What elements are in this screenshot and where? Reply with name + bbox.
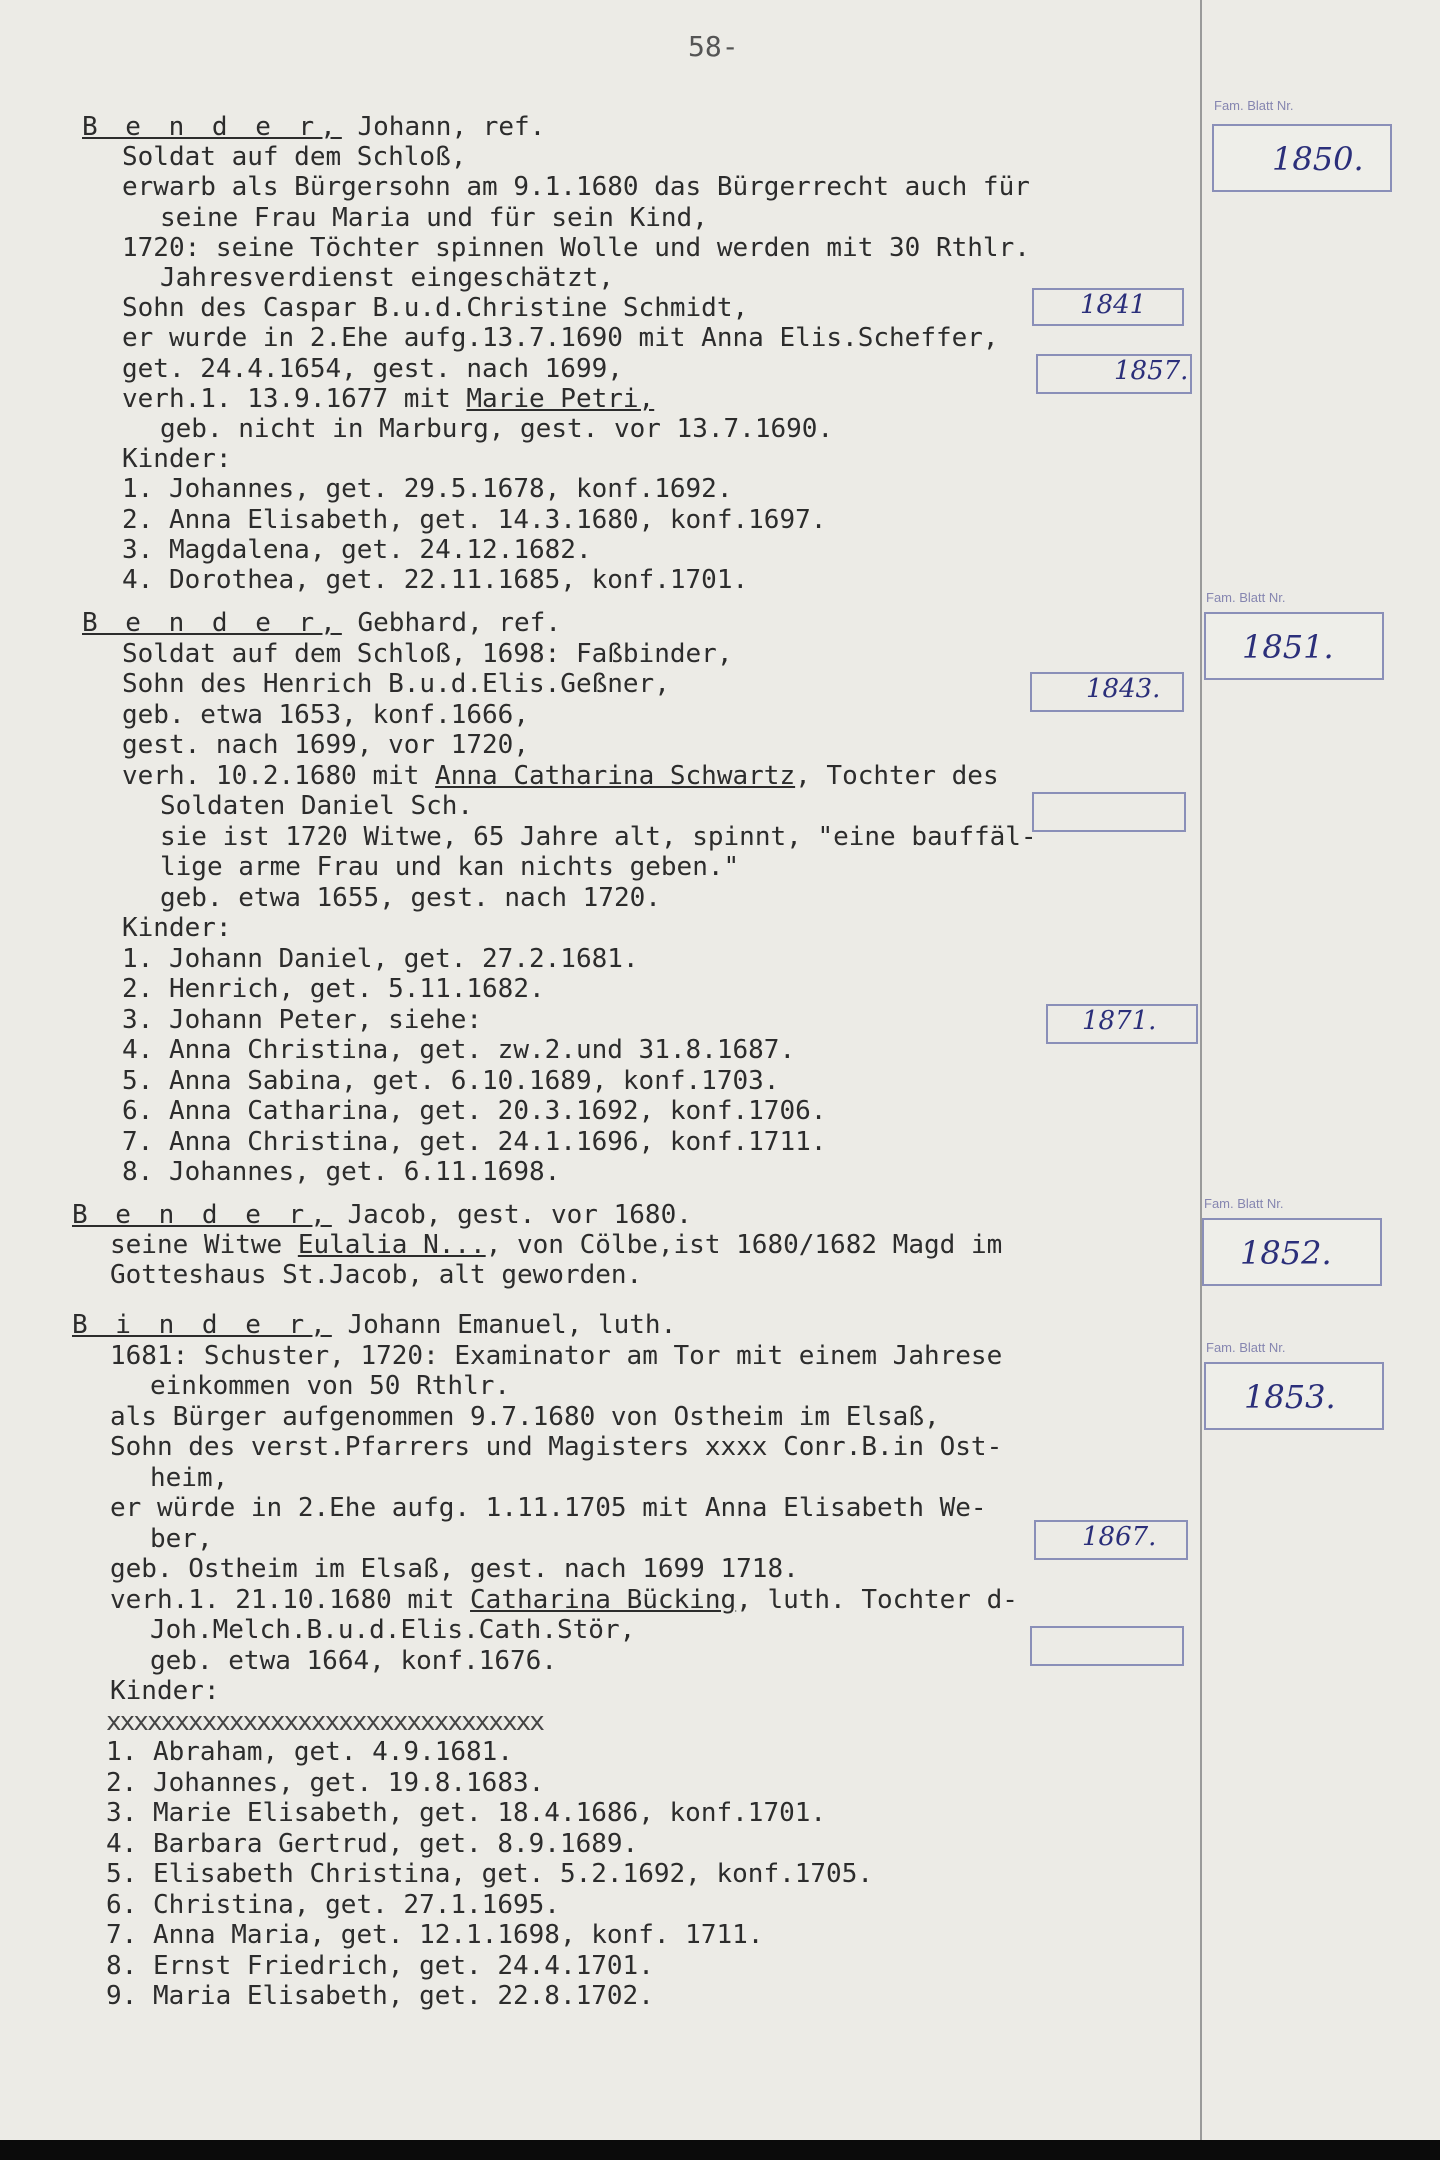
text-line: Sohn des verst.Pfarrers und Magisters xxxx Conr.B.in Ost- <box>110 1432 1003 1462</box>
surname: B i n d e r, <box>72 1310 332 1340</box>
given-name-and-confession: Johann Emanuel, luth. <box>331 1310 677 1340</box>
text-line: 4. Anna Christina, get. zw.2.und 31.8.1687. <box>122 1035 796 1065</box>
text-line: Soldaten Daniel Sch. <box>160 791 474 821</box>
text-line: 5. Anna Sabina, get. 6.10.1689, konf.1703. <box>122 1066 780 1096</box>
text-line: get. 24.4.1654, gest. nach 1699, <box>122 354 623 384</box>
text-line: 9. Maria Elisabeth, get. 22.8.1702. <box>106 1981 654 2011</box>
text-line: 6. Anna Catharina, get. 20.3.1692, konf.1706. <box>122 1096 827 1126</box>
text-line <box>122 384 654 414</box>
scan-bottom-edge <box>0 2140 1440 2160</box>
margin-rule <box>1200 0 1202 2140</box>
text-line: 7. Anna Maria, get. 12.1.1698, konf. 1711. <box>106 1920 764 1950</box>
text-line: geb. Ostheim im Elsaß, gest. nach 1699 1718. <box>110 1554 799 1584</box>
fam-number: 1850. <box>1272 140 1364 178</box>
text-line: gest. nach 1699, vor 1720, <box>122 730 529 760</box>
cross-reference-box <box>1030 1626 1184 1666</box>
text-segment: , Tochter des <box>795 761 999 791</box>
text-line: erwarb als Bürgersohn am 9.1.1680 das Bürgerrecht auch für <box>122 172 1030 202</box>
text-line: Kinder: <box>122 913 232 943</box>
text-line: geb. etwa 1664, konf.1676. <box>150 1646 557 1676</box>
text-segment: verh.1. 13.9.1677 mit <box>122 384 467 414</box>
text-line: geb. nicht in Marburg, gest. vor 13.7.1690. <box>160 414 834 444</box>
text-line: einkommen von 50 Rthlr. <box>150 1371 511 1401</box>
text-line: Joh.Melch.B.u.d.Elis.Cath.Stör, <box>150 1615 636 1645</box>
text-line: Soldat auf dem Schloß, 1698: Faßbinder, <box>122 639 733 669</box>
text-line: als Bürger aufgenommen 9.7.1680 von Ostheim im Elsaß, <box>110 1402 940 1432</box>
text-line: Kinder: <box>110 1676 220 1706</box>
text-line: geb. etwa 1655, gest. nach 1720. <box>160 883 661 913</box>
text-line: Sohn des Henrich B.u.d.Elis.Geßner, <box>122 669 670 699</box>
text-line: 4. Barbara Gertrud, get. 8.9.1689. <box>106 1829 639 1859</box>
spouse-name: Eulalia N... <box>297 1230 486 1260</box>
text-segment: verh. 10.2.1680 mit <box>122 761 436 791</box>
cross-reference-number: 1857. <box>1114 356 1189 386</box>
text-line: 6. Christina, get. 27.1.1695. <box>106 1890 560 1920</box>
text-line: 7. Anna Christina, get. 24.1.1696, konf.1711. <box>122 1127 827 1157</box>
text-line: 1720: seine Töchter spinnen Wolle und werden mit 30 Rthlr. <box>122 233 1030 263</box>
given-name-and-confession: Jacob, gest. vor 1680. <box>331 1200 692 1230</box>
spouse-name: Catharina Bücking <box>470 1585 737 1615</box>
given-name-and-confession: Johann, ref. <box>341 112 546 142</box>
cross-reference-number: 1871. <box>1082 1006 1157 1036</box>
text-segment: , von Cölbe,ist 1680/1682 Magd im <box>485 1230 1003 1260</box>
text-segment: verh.1. 21.10.1680 mit <box>110 1585 471 1615</box>
cross-reference-number: 1841 <box>1080 290 1147 320</box>
text-line <box>110 1585 1018 1615</box>
text-line: 4. Dorothea, get. 22.11.1685, konf.1701. <box>122 565 749 595</box>
text-line: Jahresverdienst eingeschätzt, <box>160 263 614 293</box>
text-line: ber, <box>150 1524 213 1554</box>
text-segment: , luth. Tochter d- <box>736 1585 1018 1615</box>
cross-reference-number: 1867. <box>1082 1522 1157 1552</box>
text-line: 2. Henrich, get. 5.11.1682. <box>122 974 545 1004</box>
fam-blatt-label: Fam. Blatt Nr. <box>1206 590 1286 605</box>
text-line: 2. Anna Elisabeth, get. 14.3.1680, konf.1697. <box>122 505 827 535</box>
text-line <box>110 1230 1002 1260</box>
text-line: 3. Johann Peter, siehe: <box>122 1005 483 1035</box>
entry-heading <box>82 608 561 638</box>
fam-number: 1853. <box>1244 1378 1336 1416</box>
text-line: er würde in 2.Ehe aufg. 1.11.1705 mit Anna Elisabeth We- <box>110 1493 987 1523</box>
fam-blatt-label: Fam. Blatt Nr. <box>1204 1196 1284 1211</box>
text-line: 5. Elisabeth Christina, get. 5.2.1692, konf.1705. <box>106 1859 874 1889</box>
text-line: seine Frau Maria und für sein Kind, <box>160 203 708 233</box>
text-line: Soldat auf dem Schloß, <box>122 142 467 172</box>
text-line <box>122 761 999 791</box>
entry-heading <box>82 112 545 142</box>
fam-number: 1851. <box>1242 628 1334 666</box>
text-line: 8. Ernst Friedrich, get. 24.4.1701. <box>106 1951 654 1981</box>
text-line: 3. Marie Elisabeth, get. 18.4.1686, konf.1701. <box>106 1798 827 1828</box>
text-line: Kinder: <box>122 444 232 474</box>
text-line: Sohn des Caspar B.u.d.Christine Schmidt, <box>122 293 749 323</box>
fam-blatt-label: Fam. Blatt Nr. <box>1214 98 1294 113</box>
fam-blatt-label: Fam. Blatt Nr. <box>1206 1340 1286 1355</box>
spouse-name: Marie Petri, <box>466 384 655 414</box>
text-line: 2. Johannes, get. 19.8.1683. <box>106 1768 545 1798</box>
entry-heading <box>72 1310 676 1340</box>
text-line: lige arme Frau und kan nichts geben." <box>160 852 740 882</box>
cross-reference-box <box>1032 792 1186 832</box>
fam-number: 1852. <box>1240 1234 1332 1272</box>
struck-out-line: xxxxxxxxxxxxxxxxxxxxxxxxxxxxxxxx <box>106 1707 543 1737</box>
text-line: 1. Johannes, get. 29.5.1678, konf.1692. <box>122 474 733 504</box>
text-line: sie ist 1720 Witwe, 65 Jahre alt, spinnt, "eine bauffäl- <box>160 822 1037 852</box>
surname: B e n d e r, <box>82 608 342 638</box>
page-number: 58- <box>688 30 739 63</box>
text-line: 1. Abraham, get. 4.9.1681. <box>106 1737 513 1767</box>
text-line: 1. Johann Daniel, get. 27.2.1681. <box>122 944 639 974</box>
surname: B e n d e r, <box>82 112 342 142</box>
text-line: geb. etwa 1653, konf.1666, <box>122 700 529 730</box>
cross-reference-number: 1843. <box>1086 674 1161 704</box>
text-line: heim, <box>150 1463 229 1493</box>
entry-heading <box>72 1200 692 1230</box>
text-line: 1681: Schuster, 1720: Examinator am Tor mit einem Jahrese <box>110 1341 1003 1371</box>
spouse-name: Anna Catharina Schwartz <box>435 761 796 791</box>
surname: B e n d e r, <box>72 1200 332 1230</box>
text-line: 3. Magdalena, get. 24.12.1682. <box>122 535 592 565</box>
given-name-and-confession: Gebhard, ref. <box>341 608 561 638</box>
text-line: Gotteshaus St.Jacob, alt geworden. <box>110 1260 643 1290</box>
text-line: er wurde in 2.Ehe aufg.13.7.1690 mit Anna Elis.Scheffer, <box>122 323 999 353</box>
text-segment: seine Witwe <box>110 1230 298 1260</box>
text-line: 8. Johannes, get. 6.11.1698. <box>122 1157 561 1187</box>
